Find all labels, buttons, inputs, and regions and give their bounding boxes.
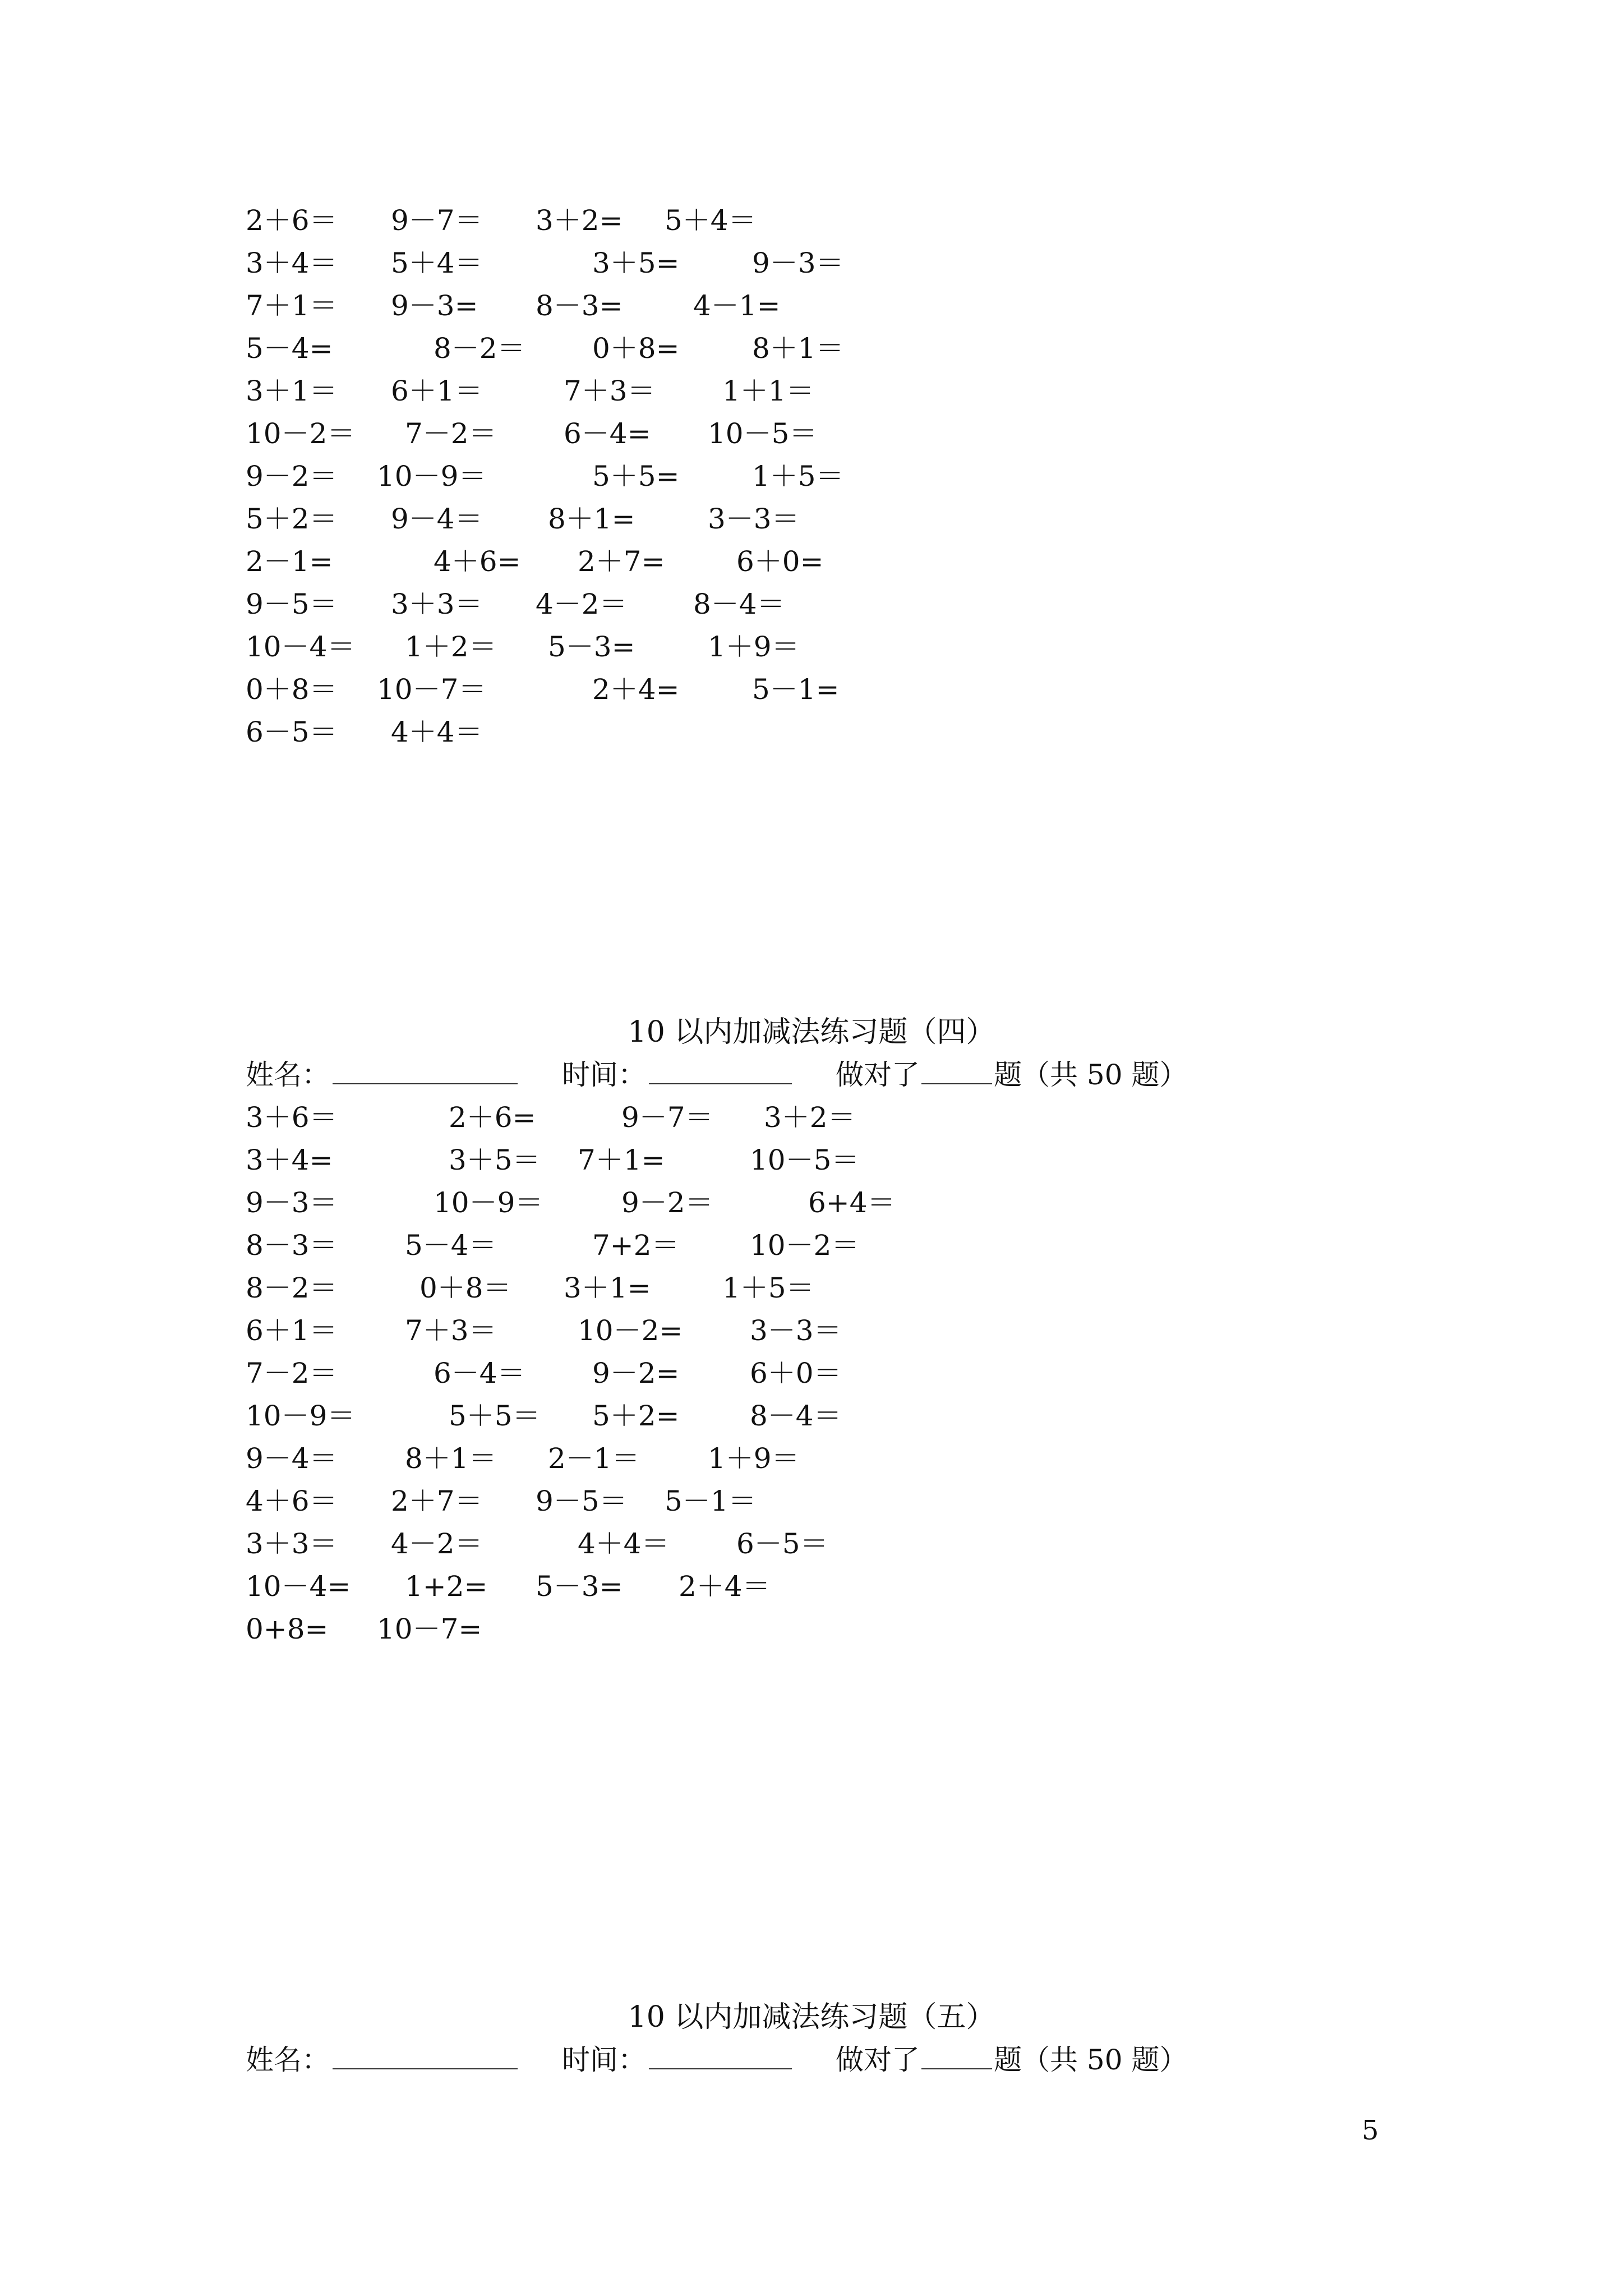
problem: 9－4＝: [246, 1442, 338, 1475]
problem: 5－1＝: [665, 1485, 757, 1517]
problem: 7＋1=: [578, 1144, 665, 1176]
problem: 8－3＝: [246, 1229, 338, 1262]
problem: 10－4=: [246, 1570, 351, 1603]
correct-label: 做对了: [836, 1059, 920, 1091]
time-label: 时间：: [562, 2044, 646, 2076]
problem: 6+4＝: [808, 1186, 896, 1219]
problem: 5＋4＝: [391, 247, 483, 279]
problem: 1＋5＝: [722, 1272, 814, 1304]
problem: 5－1=: [752, 673, 840, 706]
correct-label: 做对了: [836, 2044, 920, 2076]
problem: 4－2＝: [536, 588, 628, 620]
problem: 0＋8＝: [246, 673, 338, 706]
problem: 5＋5＝: [449, 1400, 541, 1432]
problem: 10－9＝: [246, 1400, 356, 1432]
problem: 0＋8=: [592, 332, 680, 365]
problem: 3＋5＝: [449, 1144, 541, 1176]
problem: 9－2=: [592, 1357, 680, 1389]
problem: 7－2＝: [246, 1357, 338, 1389]
problem: 8＋1=: [548, 503, 635, 535]
problem: 6－4=: [564, 417, 651, 450]
problem: 10－9＝: [377, 460, 487, 493]
time-blank[interactable]: [649, 2039, 792, 2081]
problem: 7＋3＝: [405, 1314, 497, 1347]
problem: 2＋4=: [592, 673, 680, 706]
correct-blank[interactable]: [921, 1053, 992, 1096]
problem: 9－2＝: [246, 460, 338, 493]
problem: 10－4＝: [246, 631, 356, 663]
name-label: 姓名：: [246, 1059, 330, 1091]
time-blank[interactable]: [649, 1053, 792, 1096]
problem: 8－4＝: [693, 588, 785, 620]
problem: 7＋1＝: [246, 289, 338, 322]
problem: 7+2＝: [592, 1229, 680, 1262]
time-label: 时间：: [562, 1059, 646, 1091]
problem: 9－5＝: [246, 588, 338, 620]
problem: 5＋2=: [592, 1400, 680, 1432]
problem: 8＋1＝: [405, 1442, 497, 1475]
problem: 5－4=: [246, 332, 333, 365]
problem: 5－4＝: [405, 1229, 497, 1262]
problem: 3－3＝: [750, 1314, 842, 1347]
correct-suffix: 题（共 50 题）: [994, 2044, 1188, 2076]
problem: 8＋1＝: [752, 332, 844, 365]
problem: 9－4＝: [391, 503, 483, 535]
problem: 4＋4＝: [578, 1527, 670, 1560]
section-four-title: 10 以内加减法练习题（四）: [628, 1015, 995, 1049]
problem: 3＋5=: [592, 247, 680, 279]
problem: 2＋7＝: [391, 1485, 483, 1517]
problem: 4＋6＝: [246, 1485, 338, 1517]
problem: 9－3＝: [752, 247, 844, 279]
problem: 2－1=: [246, 545, 333, 578]
problem: 10－5＝: [708, 417, 818, 450]
problem: 6＋1＝: [391, 375, 483, 407]
problem: 8－4＝: [750, 1400, 842, 1432]
section-five-title: 10 以内加减法练习题（五）: [628, 2000, 995, 2034]
problem: 10－2=: [578, 1314, 683, 1347]
problem: 10－5＝: [750, 1144, 860, 1176]
problem: 3＋3＝: [246, 1527, 338, 1560]
problem: 3＋1=: [564, 1272, 651, 1304]
name-blank[interactable]: [333, 2039, 518, 2081]
page-number: 5: [1362, 2115, 1379, 2146]
problem: 0+8=: [246, 1613, 329, 1645]
problem: 2＋4＝: [679, 1570, 771, 1603]
problem: 6＋0＝: [750, 1357, 842, 1389]
problem: 9－3＝: [246, 1186, 338, 1219]
problem: 9－7＝: [391, 204, 483, 237]
problem: 9－5＝: [536, 1485, 628, 1517]
problem: 2－1＝: [548, 1442, 640, 1475]
problem: 1＋9＝: [708, 631, 800, 663]
problem: 6＋0=: [736, 545, 824, 578]
problem: 3＋4=: [246, 1144, 333, 1176]
problem: 3＋3＝: [391, 588, 483, 620]
problem: 1＋5＝: [752, 460, 844, 493]
problem: 2＋6=: [449, 1101, 536, 1134]
problem: 3＋1＝: [246, 375, 338, 407]
problem: 10－7=: [377, 1613, 482, 1645]
problem: 3＋2=: [536, 204, 623, 237]
problem: 1＋1＝: [722, 375, 814, 407]
problem: 6＋1＝: [246, 1314, 338, 1347]
problem: 4－1=: [693, 289, 781, 322]
problem: 1＋9＝: [708, 1442, 800, 1475]
problem: 9－7＝: [621, 1101, 713, 1134]
problem: 8－3=: [536, 289, 623, 322]
problem: 9－2＝: [621, 1186, 713, 1219]
name-label: 姓名：: [246, 2044, 330, 2076]
problem: 6－5＝: [246, 716, 338, 748]
problem: 7－2＝: [405, 417, 497, 450]
problem: 8－2＝: [246, 1272, 338, 1304]
problem: 5＋5=: [592, 460, 680, 493]
problem: 8－2＝: [434, 332, 525, 365]
problem: 4＋4＝: [391, 716, 483, 748]
problem: 3＋4＝: [246, 247, 338, 279]
problem: 3＋6＝: [246, 1101, 338, 1134]
problem: 10－7＝: [377, 673, 487, 706]
problem: 1+2=: [405, 1570, 488, 1603]
problem: 1＋2＝: [405, 631, 497, 663]
problem: 3＋2＝: [764, 1101, 856, 1134]
problem: 6－5＝: [736, 1527, 828, 1560]
correct-blank[interactable]: [921, 2039, 992, 2081]
name-blank[interactable]: [333, 1053, 518, 1096]
problem: 2＋6＝: [246, 204, 338, 237]
problem: 6－4＝: [434, 1357, 525, 1389]
problem: 4－2＝: [391, 1527, 483, 1560]
problem: 10－9＝: [434, 1186, 543, 1219]
problem: 10－2＝: [750, 1229, 860, 1262]
problem: 3－3＝: [708, 503, 800, 535]
problem: 5＋2＝: [246, 503, 338, 535]
problem: 7＋3＝: [564, 375, 656, 407]
problem: 5＋4＝: [665, 204, 757, 237]
problem: 5－3=: [536, 1570, 623, 1603]
problem: 10－2＝: [246, 417, 356, 450]
correct-suffix: 题（共 50 题）: [994, 1059, 1188, 1091]
problem: 5－3=: [548, 631, 635, 663]
problem: 0＋8＝: [419, 1272, 511, 1304]
problem: 4＋6=: [434, 545, 521, 578]
problem: 2＋7=: [578, 545, 665, 578]
problem: 9－3=: [391, 289, 478, 322]
